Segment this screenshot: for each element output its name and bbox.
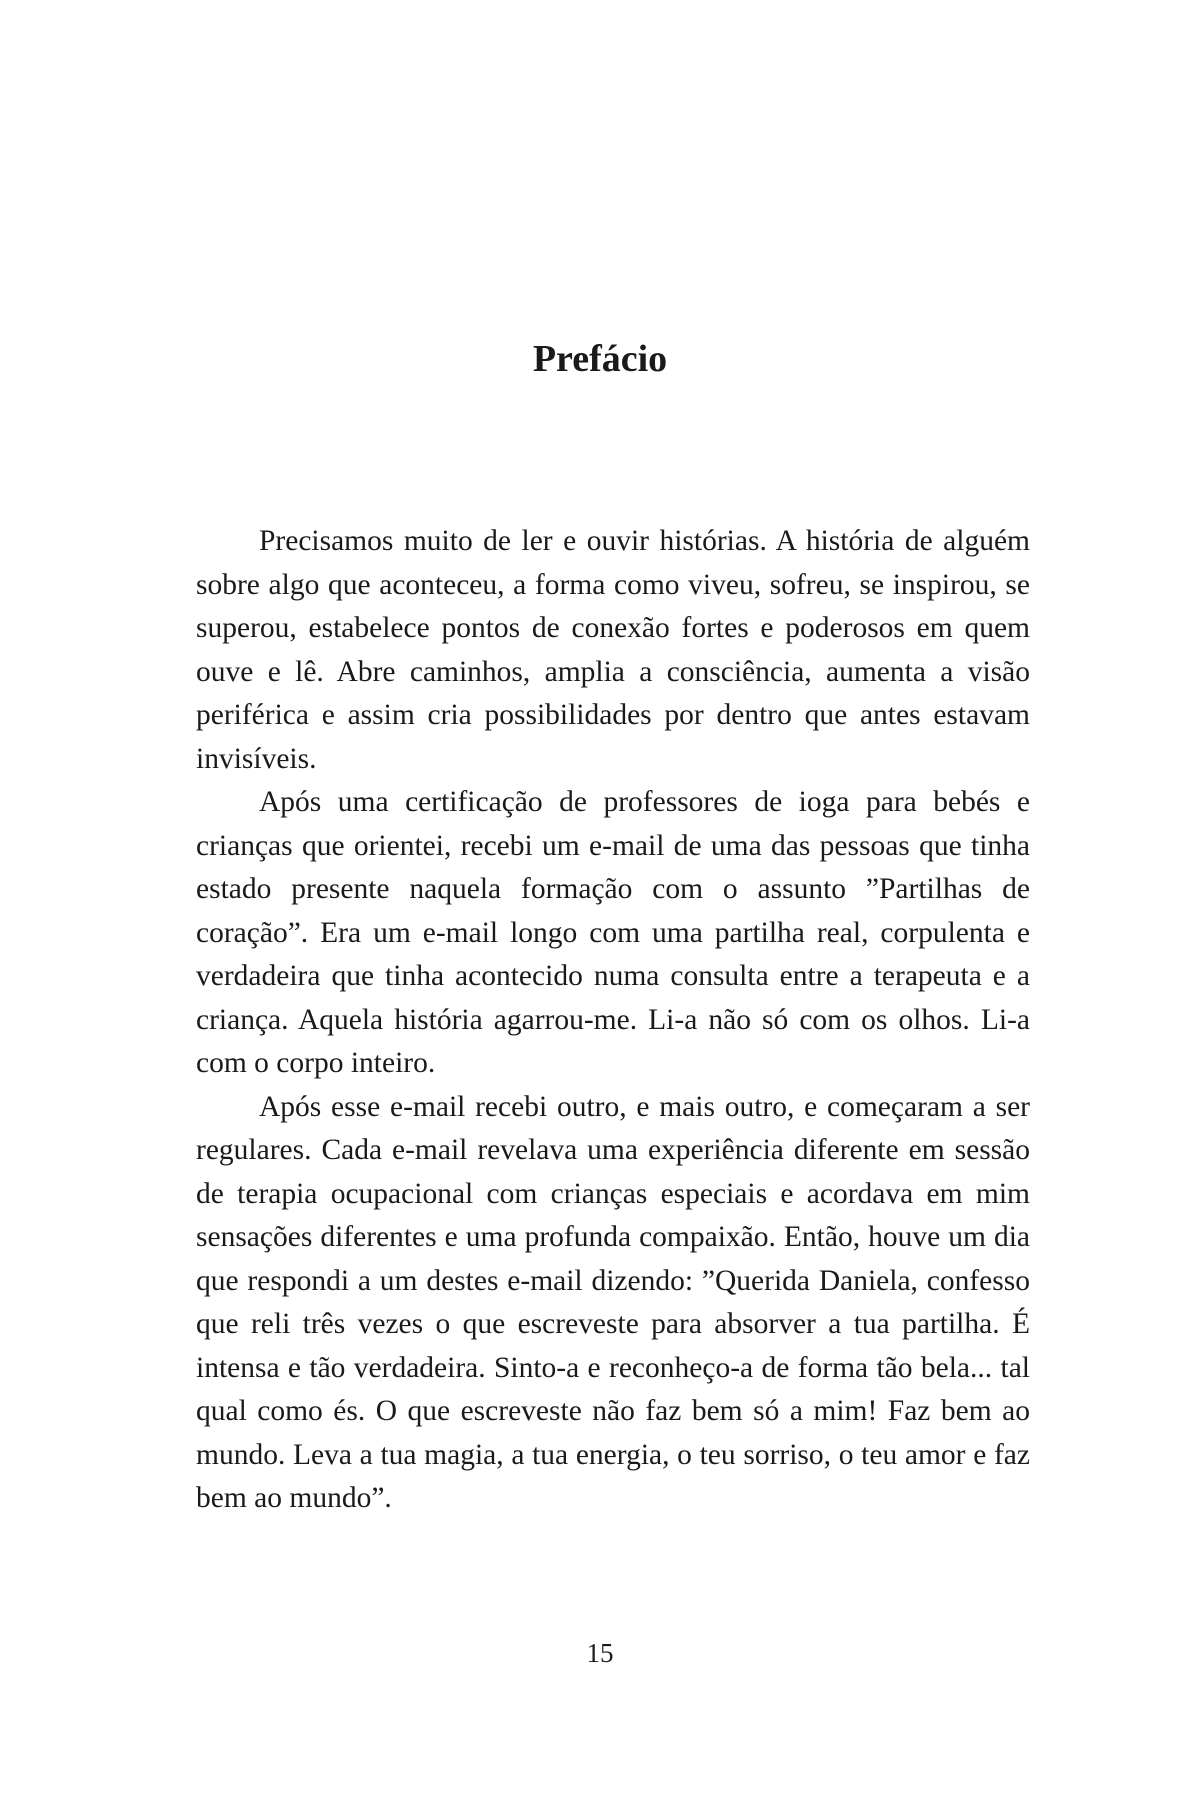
paragraph-1: Precisamos muito de ler e ouvir histórias. A história de alguém sobre algo que aconteceu, a forma como viveu, sofreu, se inspirou, se superou, estabelece pontos de conexão fortes e poderosos em quem ouve e lê. Abre caminhos, amplia a consciência, aumenta a visão periférica e assim cria possibilidades por dentro que antes estavam invisíveis. [196, 525, 1030, 775]
paragraph-2: Após uma certificação de professores de ioga para bebés e crianças que orientei, recebi um e-mail de uma das pessoas que tinha estado presente naquela formação com o assunto ”Partilhas de coração”. Era um e-mail longo com uma partilha real, corpulenta e verdadeira que tinha acontecido numa consulta entre a terapeuta e a criança. Aquela história agarrou-me. Li-a não só com os olhos. Li-a com o corpo inteiro. [196, 786, 1030, 1079]
body-text [196, 520, 1030, 1521]
page-number: 15 [586, 1638, 614, 1668]
paragraph-3: Após esse e-mail recebi outro, e mais outro, e começaram a ser regulares. Cada e-mail revelava uma experiência diferente em sessão de terapia ocupacional com crianças especiais e acordava em mim sensações diferentes e uma profunda compaixão. Então, houve um dia que respondi a um destes e-mail dizendo: ”Querida Daniela, confesso que reli três vezes o que escreveste para absorver a tua partilha. É intensa e tão verdadeira. Sinto-a e reconheço-a de forma tão bela... tal qual como és. O que escreveste não faz bem só a mim! Faz bem ao mundo. Leva a tua magia, a tua energia, o teu sorriso, o teu amor e faz bem ao mundo”. [196, 1090, 1030, 1514]
chapter-title: Prefácio [532, 338, 668, 380]
